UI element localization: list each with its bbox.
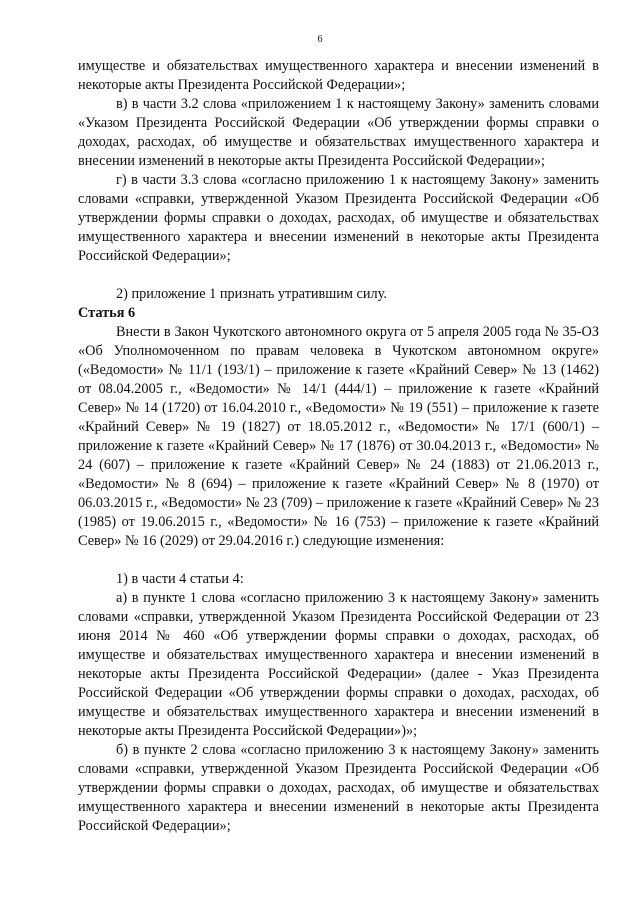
paragraph-item-2: 2) приложение 1 признать утратившим силу. [116, 286, 387, 302]
article-heading: Статья 6 [78, 305, 136, 321]
paragraph-item-1: 1) в части 4 статьи 4: [116, 571, 244, 587]
paragraph-item-g: г) в части 3.3 слова «согласно приложению 1 к настоящему Закону» заменить словами «справки, утвержденной Указом Президента Российской Федерации «Об утверждении формы справки о доходах, расходах, об имуществе и обязательствах имущественного характера и внесении изменений в некоторые акты Президента Российской Федерации»; [78, 172, 599, 264]
paragraph-article-intro: Внести в Закон Чукотского автономного округа от 5 апреля 2005 года № 35-ОЗ «Об Уполномоченном по правам человека в Чукотском автономном округе» («Ведомости» № 11/1 (193/1) – приложение к газете «Крайний Север» № 13 (1462) от 08.04.2005 г., «Ведомости» № 14/1 (444/1) – приложение к газете «Крайний Север» № 14 (1720) от 16.04.2010 г., «Ведомости» № 19 (551) – приложение к газете «Крайний Север» № 19 (1827) от 18.05.2012 г., «Ведомости» № 17/1 (600/1) – приложение к газете «Крайний Север» № 17 (1876) от 30.04.2013 г., «Ведомости» № 24 (607) – приложение к газете «Крайний Север» № 24 (1883) от 21.06.2013 г., «Ведомости» № 8 (694) – приложение к газете «Крайний Север» № 8 (1970) от 06.03.2015 г., «Ведомости» № 23 (709) – приложение к газете «Крайний Север» № 23 (1985) от 19.06.2015 г., «Ведомости» № 16 (753) – приложение к газете «Крайний Север» № 16 (2029) от 29.04.2016 г.) следующие изменения: [78, 324, 599, 549]
paragraph-item-a: а) в пункте 1 слова «согласно приложению 3 к настоящему Закону» заменить словами «справки, утвержденной Указом Президента Российской Федерации от 23 июня 2014 № 460 «Об утверждении формы справки о доходах, расходах, об имуществе и обязательствах имущественного характера и внесении изменений в некоторые акты Президента Российской Федерации» (далее - Указ Президента Российской Федерации «Об утверждении формы справки о доходах, расходах, об имуществе и обязательствах имущественного характера и внесении изменений в некоторые акты Президента Российской Федерации»)»; [78, 590, 599, 739]
page-number: 6 [317, 34, 323, 45]
paragraph-item-v: в) в части 3.2 слова «приложением 1 к настоящему Закону» заменить словами «Указом Президента Российской Федерации «Об утверждении формы справки о доходах, расходах, об имуществе и обязательствах имущественного характера и внесении изменений в некоторые акты Президента Российской Федерации»; [78, 96, 599, 169]
document-body [78, 57, 599, 836]
paragraph-item-b: б) в пункте 2 слова «согласно приложению 3 к настоящему Закону» заменить словами «справки, утвержденной Указом Президента Российской Федерации «Об утверждении формы справки о доходах, расходах, об имуществе и обязательствах имущественного характера и внесении изменений в некоторые акты Президента Российской Федерации»; [78, 742, 599, 834]
paragraph-continuation: имуществе и обязательствах имущественного характера и внесении изменений в некоторые акты Президента Российской Федерации»; [78, 58, 599, 93]
